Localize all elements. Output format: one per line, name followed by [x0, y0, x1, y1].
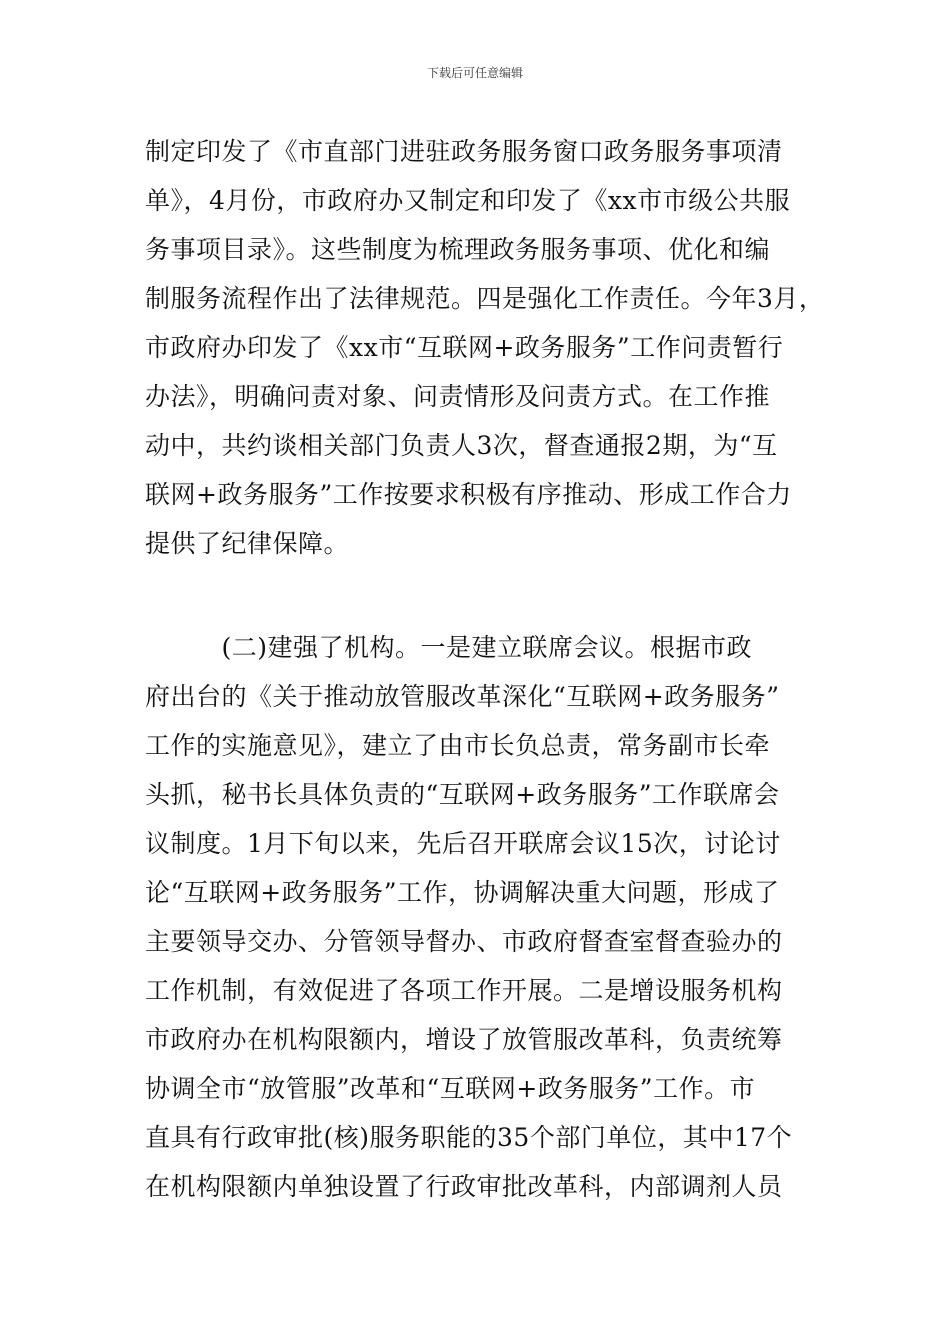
text-line: 工作的实施意见》，建立了由市长负总责，常务副市长牵: [145, 731, 771, 760]
text-line: 直具有行政审批(核)服务职能的35个部门单位，其中17个: [145, 1123, 793, 1152]
page-header-note: 下载后可任意编辑: [426, 66, 523, 80]
text-line: 制服务流程作出了法律规范。四是强化工作责任。今年3月，: [145, 284, 825, 313]
text-line: 主要领导交办、分管领导督办、市政府督查室督查验办的: [145, 927, 783, 956]
text-line: 市政府办印发了《xx市“互联网+政务服务”工作问责暂行: [145, 333, 784, 362]
text-line: 办法》，明确问责对象、问责情形及问责方式。在工作推: [145, 382, 771, 411]
text-line: 务事项目录》。这些制度为梳理政务服务事项、优化和编: [145, 235, 771, 264]
text-line: 头抓，秘书长具体负责的“互联网+政务服务”工作联席会: [145, 780, 780, 809]
text-line: 制定印发了《市直部门进驻政务服务窗口政务服务事项清: [145, 137, 783, 166]
text-line: 论“互联网+政务服务”工作，协调解决重大问题，形成了: [145, 878, 780, 907]
text-line: 动中，共约谈相关部门负责人3次，督查通报2期，为“互: [145, 431, 778, 460]
text-line: (二)建强了机构。一是建立联席会议。根据市政: [145, 633, 753, 662]
text-line: 提供了纪律保障。: [145, 529, 350, 558]
text-line: 联网+政务服务”工作按要求积极有序推动、形成工作合力: [145, 480, 792, 509]
paragraph-2: [145, 623, 825, 1211]
text-line: 工作机制，有效促进了各项工作开展。二是增设服务机构: [145, 976, 783, 1005]
text-line: 府出台的《关于推动放管服改革深化“互联网+政务服务”: [145, 682, 780, 711]
text-line: 市政府办在机构限额内，增设了放管服改革科，负责统筹: [145, 1025, 783, 1054]
text-line: 议制度。1月下旬以来，先后召开联席会议15次，讨论讨: [145, 829, 781, 858]
text-line: 协调全市“放管服”改革和“互联网+政务服务”工作。市: [145, 1074, 756, 1103]
paragraph-1: [145, 127, 825, 568]
text-line: 单》，4月份，市政府办又制定和印发了《xx市市级公共服: [145, 186, 791, 215]
text-line: 在机构限额内单独设置了行政审批改革科，内部调剂人员: [145, 1172, 783, 1201]
